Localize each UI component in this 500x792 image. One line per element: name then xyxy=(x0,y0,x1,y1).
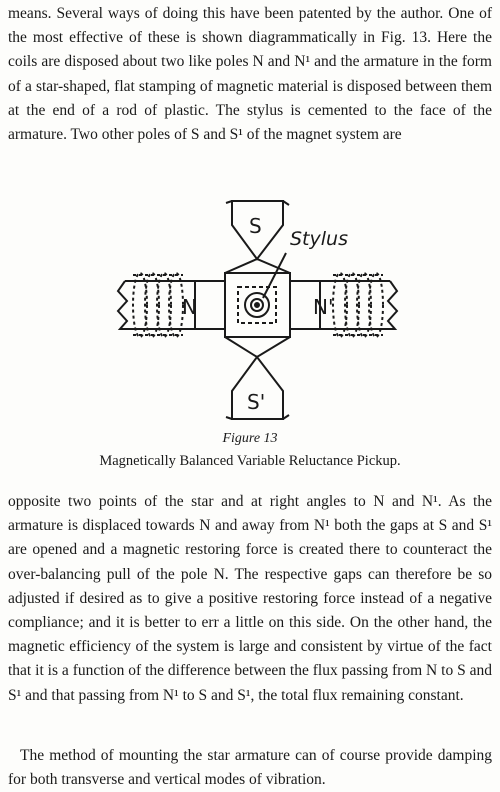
pole-s-bottom-label: S' xyxy=(247,390,266,414)
figure-caption: Magnetically Balanced Variable Reluctance Pickup. xyxy=(99,453,401,469)
stylus-label: Stylus xyxy=(290,228,348,250)
pickup-diagram xyxy=(0,195,500,435)
coil-left xyxy=(133,273,183,337)
figure-13-diagram xyxy=(0,195,500,435)
pole-s-top-label: S xyxy=(249,214,262,238)
paragraph-intro: means. Several ways of doing this have been patented by the author. One of the most effective of these is shown diagrammatically in Fig. 13. Here the coils are disposed about two like poles N and N¹ and the armature in the form of a star-shaped, flat stamping of magnetic material is disposed between them at the end of a rod of plastic. The stylus is cemented to the face of the armature. Two other poles of S and S¹ of the magnet system are xyxy=(8,5,492,144)
pole-n-right-label: N' xyxy=(313,295,334,319)
paragraph-damping: The method of mounting the star armature can of course provide damping for both transverse and vertical modes of vibration. xyxy=(8,747,492,789)
star-armature xyxy=(195,259,320,357)
pole-n-left-label: N xyxy=(182,295,197,319)
paragraph-explanation: opposite two points of the star and at right angles to N and N¹. As the armature is displaced towards N and away from N¹ both the gaps at S and S¹ are opened and a magnetic restoring force is created there to counteract the over-balancing pull of the pole N. The respective gaps can therefore be so adjusted if desired as to give a positive restoring force instead of a negative compliance; and it is better to err a little on this side. On the other hand, the magnetic efficiency of the system is large and consistent by virtue of the fact that it is a function of the difference between the flux passing from N to S and S¹ and that passing from N¹ to S and S¹, the total flux remaining constant. xyxy=(8,493,492,704)
figure-label: Figure 13 xyxy=(222,431,278,446)
coil-right xyxy=(333,273,383,337)
